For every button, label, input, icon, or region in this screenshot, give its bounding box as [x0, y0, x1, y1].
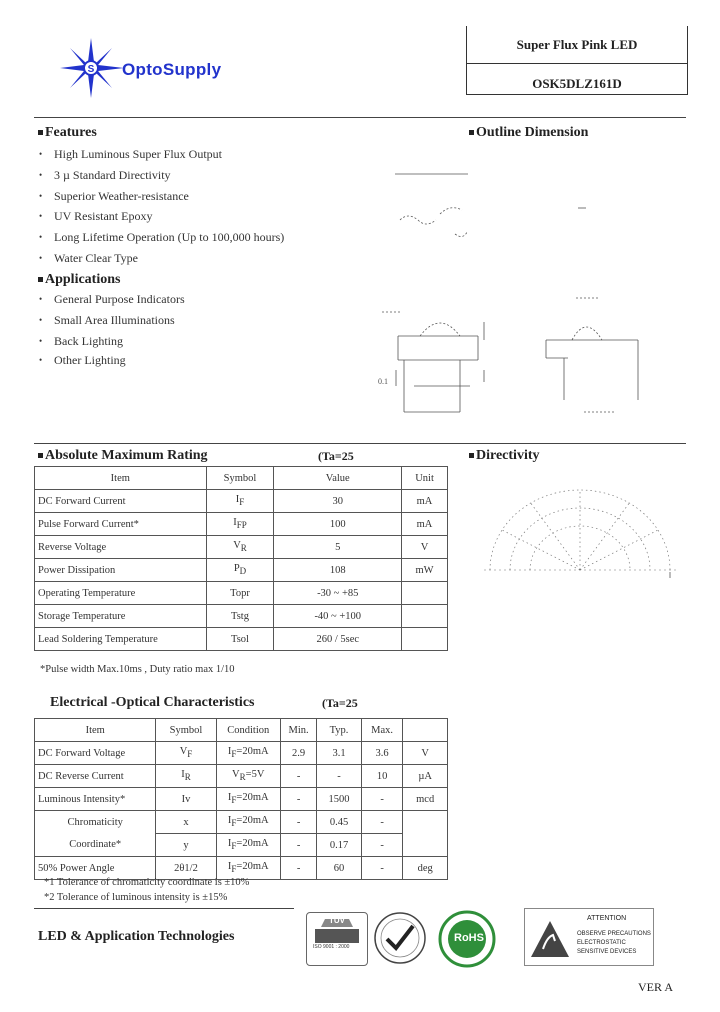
item-cell: 50% Power Angle	[35, 857, 156, 880]
unit-cell: µA	[403, 765, 448, 788]
table-row	[35, 490, 448, 513]
table-row	[35, 536, 448, 559]
typ-cell: -	[317, 765, 362, 788]
company-name: LED & Application Technologies	[38, 929, 235, 944]
attention-title: ATTENTION	[587, 915, 627, 922]
electrical-table	[34, 718, 448, 880]
table-row	[35, 628, 448, 651]
unit-cell	[403, 834, 448, 857]
table-row	[35, 834, 448, 857]
tuv-badge	[306, 912, 368, 966]
typ-cell: 1500	[317, 788, 362, 811]
max-cell: -	[361, 834, 403, 857]
applications-heading: Applications	[38, 272, 120, 288]
unit-cell	[402, 628, 448, 651]
item-cell: Luminous Intensity*	[35, 788, 156, 811]
min-cell: -	[280, 834, 316, 857]
table-row	[35, 559, 448, 582]
condition-cell: $I_F=20mA$	[216, 857, 280, 880]
application-item: • Other Lighting	[54, 353, 126, 368]
column-header: Unit	[402, 467, 448, 490]
value-cell: 30	[274, 490, 402, 513]
tuv-label: TÜV	[329, 916, 345, 925]
title-divider	[467, 63, 687, 64]
symbol-cell: $P_D$	[206, 559, 274, 582]
max-cell: -	[361, 857, 403, 880]
min-cell: -	[280, 857, 316, 880]
attention-line: OBSERVE PRECAUTIONS	[577, 931, 651, 937]
symbol-cell: Topr	[206, 582, 274, 605]
typ-cell: 0.17	[317, 834, 362, 857]
item-cell: Lead Soldering Temperature	[35, 628, 207, 651]
value-cell: -30 ~ +85	[274, 582, 402, 605]
min-cell: -	[280, 811, 316, 834]
item-cell: Chromaticity	[35, 811, 156, 834]
item-cell: Coordinate*	[35, 834, 156, 857]
outline-drawing	[360, 150, 670, 440]
min-cell: -	[280, 788, 316, 811]
item-cell: DC Reverse Current	[35, 765, 156, 788]
max-cell: -	[361, 788, 403, 811]
value-cell: -40 ~ +100	[274, 605, 402, 628]
version-label: VER A	[638, 980, 674, 994]
table-row	[35, 811, 448, 834]
tuv-certificate: ISO 9001 : 2000	[313, 944, 350, 950]
value-cell: 260 / 5sec	[274, 628, 402, 651]
item-cell: DC Forward Current	[35, 490, 207, 513]
item-cell: Power Dissipation	[35, 559, 207, 582]
attention-line: SENSITIVE DEVICES	[577, 949, 637, 955]
value-cell: 108	[274, 559, 402, 582]
item-cell: Operating Temperature	[35, 582, 207, 605]
unit-cell	[403, 811, 448, 834]
product-title: Super Flux Pink LED	[516, 37, 638, 52]
unit-cell: mA	[402, 513, 448, 536]
unit-cell: mW	[402, 559, 448, 582]
table-row	[35, 582, 448, 605]
condition-cell: $I_F=20mA$	[216, 811, 280, 834]
electrical-note: *2 Tolerance of luminous intensity is ±15%	[44, 892, 228, 903]
electrical-condition: (Ta=25	[322, 696, 358, 710]
esd-attention-label	[524, 908, 654, 966]
symbol-cell: $V_R$	[206, 536, 274, 559]
unit-cell	[402, 582, 448, 605]
table-row	[35, 788, 448, 811]
top-rule	[34, 117, 686, 118]
application-item: • Back Lighting	[54, 334, 123, 349]
max-cell: 3.6	[361, 742, 403, 765]
column-header: Item	[35, 719, 156, 742]
unit-cell: V	[402, 536, 448, 559]
item-cell: Reverse Voltage	[35, 536, 207, 559]
column-header: Typ.	[317, 719, 362, 742]
symbol-cell: Iv	[156, 788, 216, 811]
application-item: • Small Area Illuminations	[54, 313, 175, 328]
table-row	[35, 765, 448, 788]
absolute-rating-table	[34, 466, 448, 651]
absolute-condition: (Ta=25	[318, 449, 354, 463]
column-header: Symbol	[206, 467, 274, 490]
symbol-cell: x	[156, 811, 216, 834]
item-cell: DC Forward Voltage	[35, 742, 156, 765]
value-cell: 5	[274, 536, 402, 559]
star-logo-icon	[58, 36, 128, 100]
directivity-diagram	[480, 482, 680, 582]
svg-text:S: S	[87, 64, 95, 75]
unit-cell: mA	[402, 490, 448, 513]
directivity-heading: Directivity	[469, 448, 540, 464]
symbol-cell: Tsol	[206, 628, 274, 651]
outline-heading: Outline Dimension	[469, 125, 588, 141]
item-cell: Pulse Forward Current*	[35, 513, 207, 536]
column-header: Max.	[361, 719, 403, 742]
table-row	[35, 513, 448, 536]
svg-text:0.1: 0.1	[378, 377, 388, 386]
condition-cell: $V_R=5V$	[216, 765, 280, 788]
attention-line: ELECTROSTATIC	[577, 940, 626, 946]
column-header	[403, 719, 448, 742]
application-item: • General Purpose Indicators	[54, 292, 185, 307]
symbol-cell: $I_{FP}$	[206, 513, 274, 536]
feature-item: • Long Lifetime Operation (Up to 100,000 hours)	[54, 230, 284, 245]
footer-rule	[34, 908, 294, 909]
symbol-cell: Tstg	[206, 605, 274, 628]
features-heading: Features	[38, 125, 97, 141]
value-cell: 100	[274, 513, 402, 536]
rohs-label: RoHS	[454, 932, 484, 944]
part-number: OSK5DLZ161D	[532, 76, 622, 91]
symbol-cell: y	[156, 834, 216, 857]
max-cell: -	[361, 811, 403, 834]
feature-item: • 3 µ Standard Directivity	[54, 168, 171, 183]
electrical-note: *1 Tolerance of chromaticity coordinate is ±10%	[44, 877, 250, 888]
esd-warning-icon	[529, 919, 571, 959]
absolute-heading: Absolute Maximum Rating	[38, 448, 208, 464]
feature-item: • High Luminous Super Flux Output	[54, 147, 222, 162]
brand-name: OptoSupply	[122, 60, 222, 79]
feature-item: • Water Clear Type	[54, 251, 138, 266]
unit-cell	[402, 605, 448, 628]
symbol-cell: $V_F$	[156, 742, 216, 765]
column-header: Item	[35, 467, 207, 490]
min-cell: 2.9	[280, 742, 316, 765]
condition-cell: $I_F=20mA$	[216, 788, 280, 811]
symbol-cell: $I_F$	[206, 490, 274, 513]
absolute-note: *Pulse width Max.10ms , Duty ratio max 1/10	[40, 664, 235, 675]
table-header-row	[35, 719, 448, 742]
column-header: Condition	[216, 719, 280, 742]
condition-cell: $I_F=20mA$	[216, 834, 280, 857]
min-cell: -	[280, 765, 316, 788]
feature-item: • UV Resistant Epoxy	[54, 209, 152, 224]
unit-cell: mcd	[403, 788, 448, 811]
column-header: Min.	[280, 719, 316, 742]
item-cell: Storage Temperature	[35, 605, 207, 628]
rohs-compliant-badge	[438, 910, 496, 968]
unit-cell: deg	[403, 857, 448, 880]
typ-cell: 3.1	[317, 742, 362, 765]
column-header: Symbol	[156, 719, 216, 742]
section-rule	[34, 443, 686, 444]
logo	[58, 36, 268, 96]
table-header-row	[35, 467, 448, 490]
electrical-heading: Electrical -Optical Characteristics	[50, 695, 255, 710]
table-row	[35, 605, 448, 628]
typ-cell: 60	[317, 857, 362, 880]
rohs-checkmark-icon	[372, 910, 428, 966]
condition-cell: $I_F=20mA$	[216, 742, 280, 765]
title-box	[466, 26, 688, 95]
unit-cell: V	[403, 742, 448, 765]
feature-item: • Superior Weather-resistance	[54, 189, 189, 204]
max-cell: 10	[361, 765, 403, 788]
symbol-cell: $I_R$	[156, 765, 216, 788]
typ-cell: 0.45	[317, 811, 362, 834]
symbol-cell: 2θ1/2	[156, 857, 216, 880]
table-row	[35, 742, 448, 765]
column-header: Value	[274, 467, 402, 490]
